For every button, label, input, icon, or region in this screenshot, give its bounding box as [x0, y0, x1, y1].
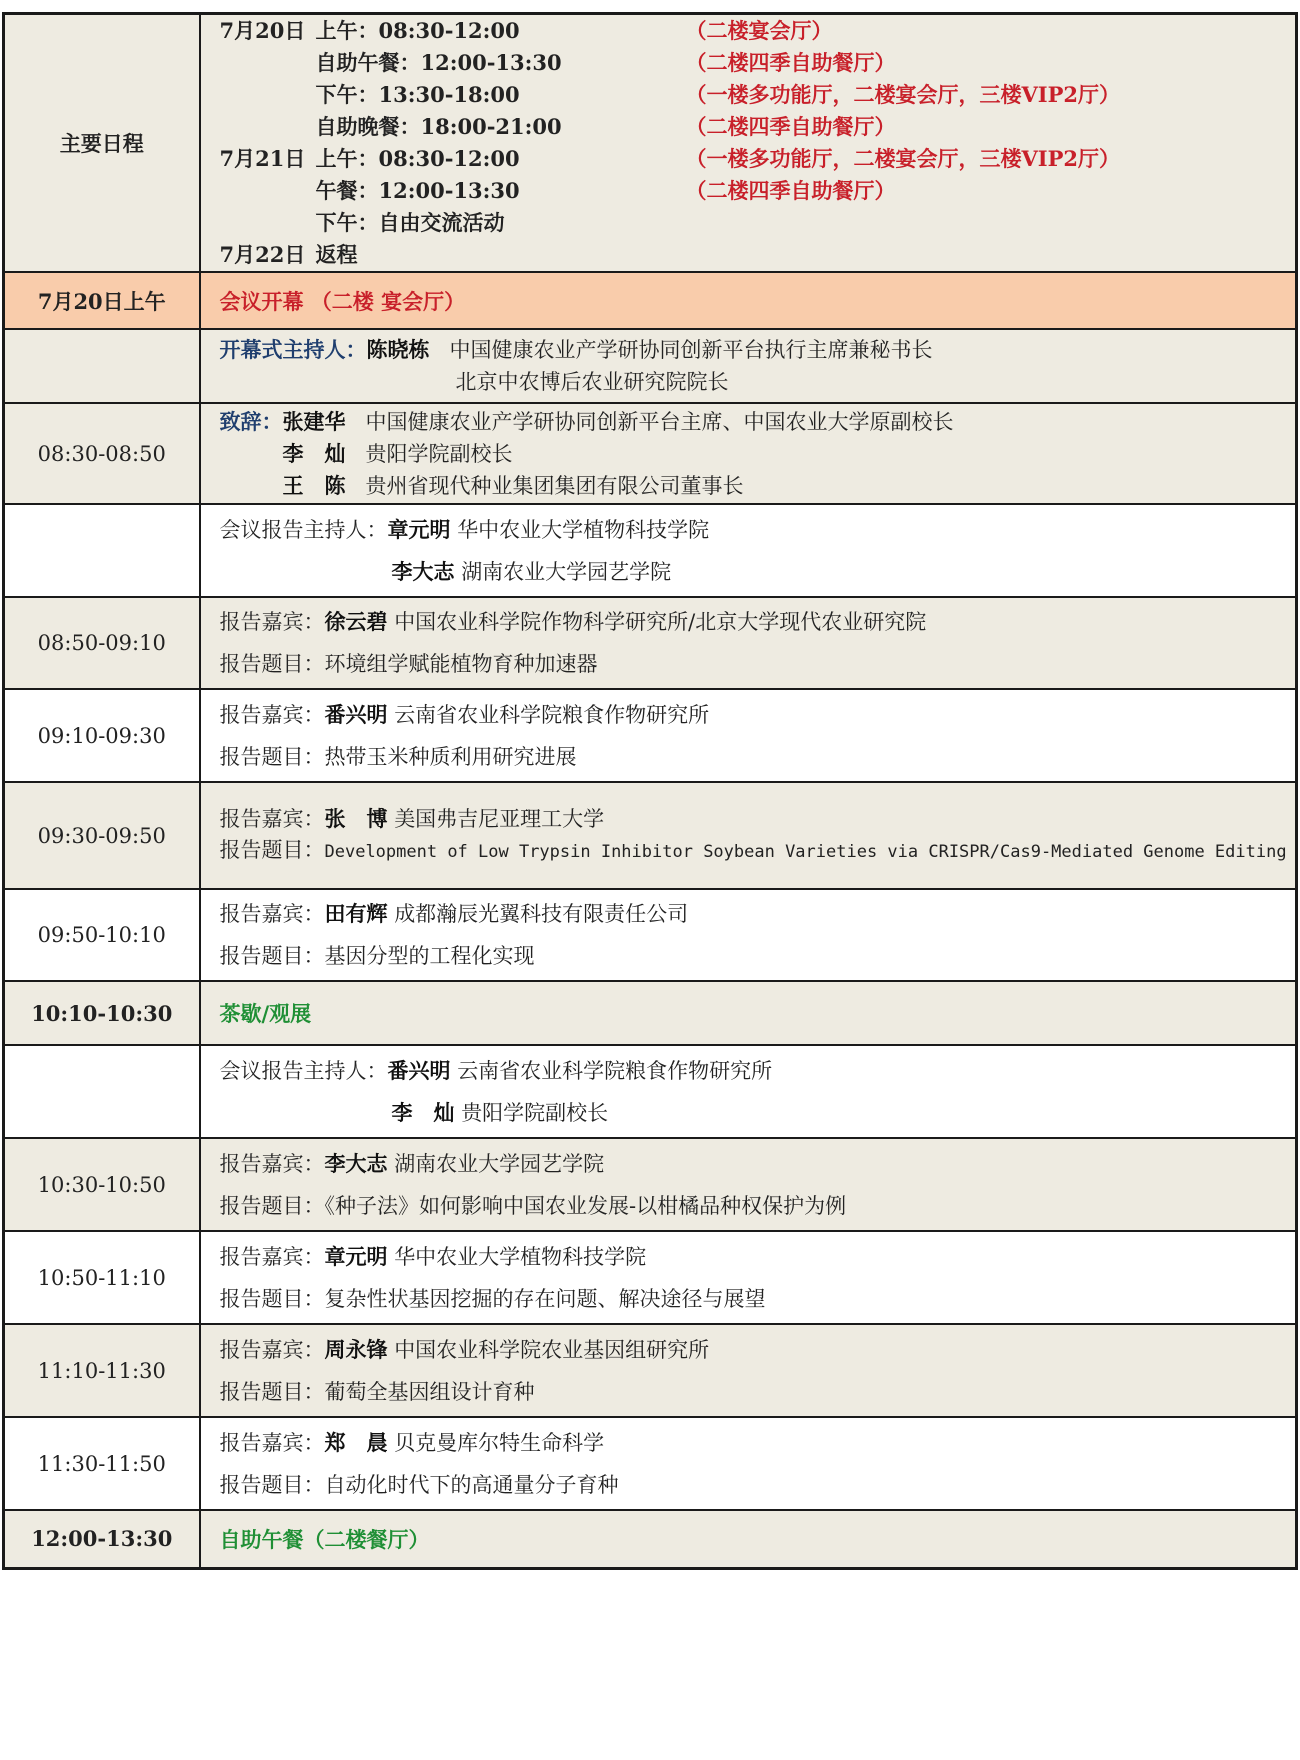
talk-content — [200, 782, 1297, 889]
talk-time: 09:30-09:50 — [4, 782, 200, 889]
speaker-label: 报告嘉宾： — [219, 1151, 325, 1176]
schedule-line: 午餐：12:00-13:30 （二楼四季自助餐厅） — [315, 178, 896, 203]
schedule-line: 7月20日 上午：08:30-12:00 （二楼宴会厅） — [219, 18, 833, 43]
schedule-row — [4, 14, 1297, 273]
topic-label: 报告题目： — [219, 838, 325, 862]
talk-time: 11:10-11:30 — [4, 1324, 200, 1417]
talk-content — [200, 1324, 1297, 1417]
speaker-label: 报告嘉宾： — [219, 702, 325, 727]
opening-title: 会议开幕 （二楼 宴会厅） — [200, 272, 1297, 329]
moderator-row — [4, 1045, 1297, 1138]
talk-time: 09:10-09:30 — [4, 689, 200, 782]
host-content — [200, 329, 1297, 403]
speech-row — [4, 403, 1297, 504]
moderator-org: 云南省农业科学院粮食作物研究所 — [457, 1058, 773, 1083]
speaker-org: 中国农业科学院作物科学研究所/北京大学现代农业研究院 — [394, 610, 927, 634]
moderator-label: 会议报告主持人： — [219, 1058, 388, 1083]
speech-content — [200, 403, 1297, 504]
host-name: 陈晓栋 — [366, 337, 430, 362]
talk-row — [4, 1417, 1297, 1510]
talk-time: 11:30-11:50 — [4, 1417, 200, 1510]
topic-label: 报告题目： — [219, 1472, 325, 1497]
talk-topic: Development of Low Trypsin Inhibitor Soybean Varieties via CRISPR/Cas9-Mediated Genome Editing — [324, 842, 1287, 862]
talk-topic: 葡萄全基因组设计育种 — [324, 1379, 535, 1404]
moderator-name: 番兴明 — [387, 1057, 451, 1083]
speaker-name: 张 博 — [324, 806, 388, 831]
moderator-org: 湖南农业大学园艺学院 — [461, 559, 672, 584]
moderator-label: 会议报告主持人： — [219, 517, 388, 542]
speaker-label: 报告嘉宾： — [219, 1244, 325, 1269]
opening-row — [4, 272, 1297, 329]
host-title-2: 北京中农博后农业研究院院长 — [455, 370, 729, 394]
break-row — [4, 981, 1297, 1045]
talk-topic: 自动化时代下的高通量分子育种 — [324, 1472, 619, 1497]
speaker-name: 郑 晨 — [324, 1429, 388, 1455]
moderator-name: 李 灿 — [391, 1099, 455, 1125]
talk-topic: 环境组学赋能植物育种加速器 — [324, 652, 598, 676]
moderator-content — [200, 504, 1297, 597]
moderator-name: 章元明 — [387, 516, 451, 542]
speech-title: 中国健康农业产学研协同创新平台主席、中国农业大学原副校长 — [365, 409, 954, 434]
speaker-name: 徐云碧 — [324, 609, 388, 634]
speaker-name: 番兴明 — [324, 701, 388, 727]
speaker-org: 中国农业科学院农业基因组研究所 — [394, 1337, 710, 1362]
speech-name: 王 陈 — [282, 472, 346, 498]
moderator-row — [4, 504, 1297, 597]
talk-time: 10:50-11:10 — [4, 1231, 200, 1324]
speech-title: 贵州省现代种业集团集团有限公司董事长 — [365, 473, 744, 498]
speaker-org: 云南省农业科学院粮食作物研究所 — [394, 702, 710, 727]
moderator-time — [4, 504, 200, 597]
schedule-line: 自助午餐：12:00-13:30 （二楼四季自助餐厅） — [315, 50, 896, 75]
speech-time: 08:30-08:50 — [4, 403, 200, 504]
speaker-name: 李大志 — [324, 1150, 388, 1176]
topic-label: 报告题目： — [219, 1193, 325, 1218]
schedule-line: 自助晚餐：18:00-21:00 （二楼四季自助餐厅） — [315, 114, 896, 139]
talk-time: 09:50-10:10 — [4, 889, 200, 981]
lunch-time: 12:00-13:30 — [4, 1510, 200, 1568]
talk-time: 10:30-10:50 — [4, 1138, 200, 1231]
speaker-name: 章元明 — [324, 1243, 388, 1269]
speaker-name: 周永锋 — [324, 1336, 388, 1362]
talk-content — [200, 889, 1297, 981]
topic-label: 报告题目： — [219, 944, 325, 968]
moderator-content — [200, 1045, 1297, 1138]
speaker-label: 报告嘉宾： — [219, 610, 325, 634]
speaker-label: 报告嘉宾： — [219, 902, 325, 926]
speaker-org: 湖南农业大学园艺学院 — [394, 1151, 605, 1176]
topic-label: 报告题目： — [219, 652, 325, 676]
talk-row — [4, 1138, 1297, 1231]
speaker-name: 田有辉 — [324, 901, 388, 926]
talk-row — [4, 1324, 1297, 1417]
topic-label: 报告题目： — [219, 744, 325, 769]
schedule-label: 主要日程 — [4, 14, 200, 273]
topic-label: 报告题目： — [219, 1379, 325, 1404]
break-time: 10:10-10:30 — [4, 981, 200, 1045]
speaker-org: 美国弗吉尼亚理工大学 — [394, 807, 605, 831]
host-row — [4, 329, 1297, 403]
talk-content — [200, 689, 1297, 782]
moderator-org: 华中农业大学植物科技学院 — [457, 517, 710, 542]
speaker-label: 报告嘉宾： — [219, 1430, 325, 1455]
speaker-org: 成都瀚辰光翼科技有限责任公司 — [394, 902, 689, 926]
topic-label: 报告题目： — [219, 1286, 325, 1311]
talk-topic: 复杂性状基因挖掘的存在问题、解决途径与展望 — [324, 1286, 766, 1311]
schedule-line: 下午：自由交流活动 — [315, 210, 505, 235]
break-title: 茶歇/观展 — [200, 981, 1297, 1045]
talk-row — [4, 689, 1297, 782]
host-time — [4, 329, 200, 403]
talk-content — [200, 597, 1297, 689]
moderator-org: 贵阳学院副校长 — [461, 1100, 609, 1125]
host-title: 中国健康农业产学研协同创新平台执行主席兼秘书长 — [449, 338, 933, 362]
schedule-content — [200, 14, 1297, 273]
talk-row — [4, 889, 1297, 981]
speaker-label: 报告嘉宾： — [219, 1337, 325, 1362]
schedule-line: 7月21日 上午：08:30-12:00 （一楼多功能厅，二楼宴会厅，三楼VIP2厅） — [219, 146, 1121, 171]
opening-time: 7月20日上午 — [4, 272, 200, 329]
host-label: 开幕式主持人： — [219, 337, 367, 362]
lunch-row — [4, 1510, 1297, 1568]
speech-label: 致辞： — [219, 408, 283, 434]
talk-time: 08:50-09:10 — [4, 597, 200, 689]
talk-row — [4, 782, 1297, 889]
speaker-label: 报告嘉宾： — [219, 807, 325, 831]
talk-content — [200, 1231, 1297, 1324]
talk-topic: 热带玉米种质利用研究进展 — [324, 744, 577, 769]
talk-content — [200, 1138, 1297, 1231]
moderator-time — [4, 1045, 200, 1138]
lunch-title: 自助午餐（二楼餐厅） — [200, 1510, 1297, 1568]
schedule-line: 下午：13:30-18:00 （一楼多功能厅，二楼宴会厅，三楼VIP2厅） — [315, 82, 1121, 107]
speech-name: 李 灿 — [282, 440, 346, 466]
talk-content — [200, 1417, 1297, 1510]
moderator-name: 李大志 — [391, 558, 455, 584]
agenda-table — [2, 12, 1298, 1570]
speech-name: 张建华 — [282, 408, 346, 434]
speech-title: 贵阳学院副校长 — [365, 441, 513, 466]
talk-topic: 基因分型的工程化实现 — [324, 944, 535, 968]
speaker-org: 华中农业大学植物科技学院 — [394, 1244, 647, 1269]
talk-topic: 《种子法》如何影响中国农业发展-以柑橘品种权保护为例 — [324, 1193, 847, 1218]
speaker-org: 贝克曼库尔特生命科学 — [394, 1430, 605, 1455]
schedule-line: 7月22日 返程 — [219, 242, 358, 267]
talk-row — [4, 1231, 1297, 1324]
talk-row — [4, 597, 1297, 689]
